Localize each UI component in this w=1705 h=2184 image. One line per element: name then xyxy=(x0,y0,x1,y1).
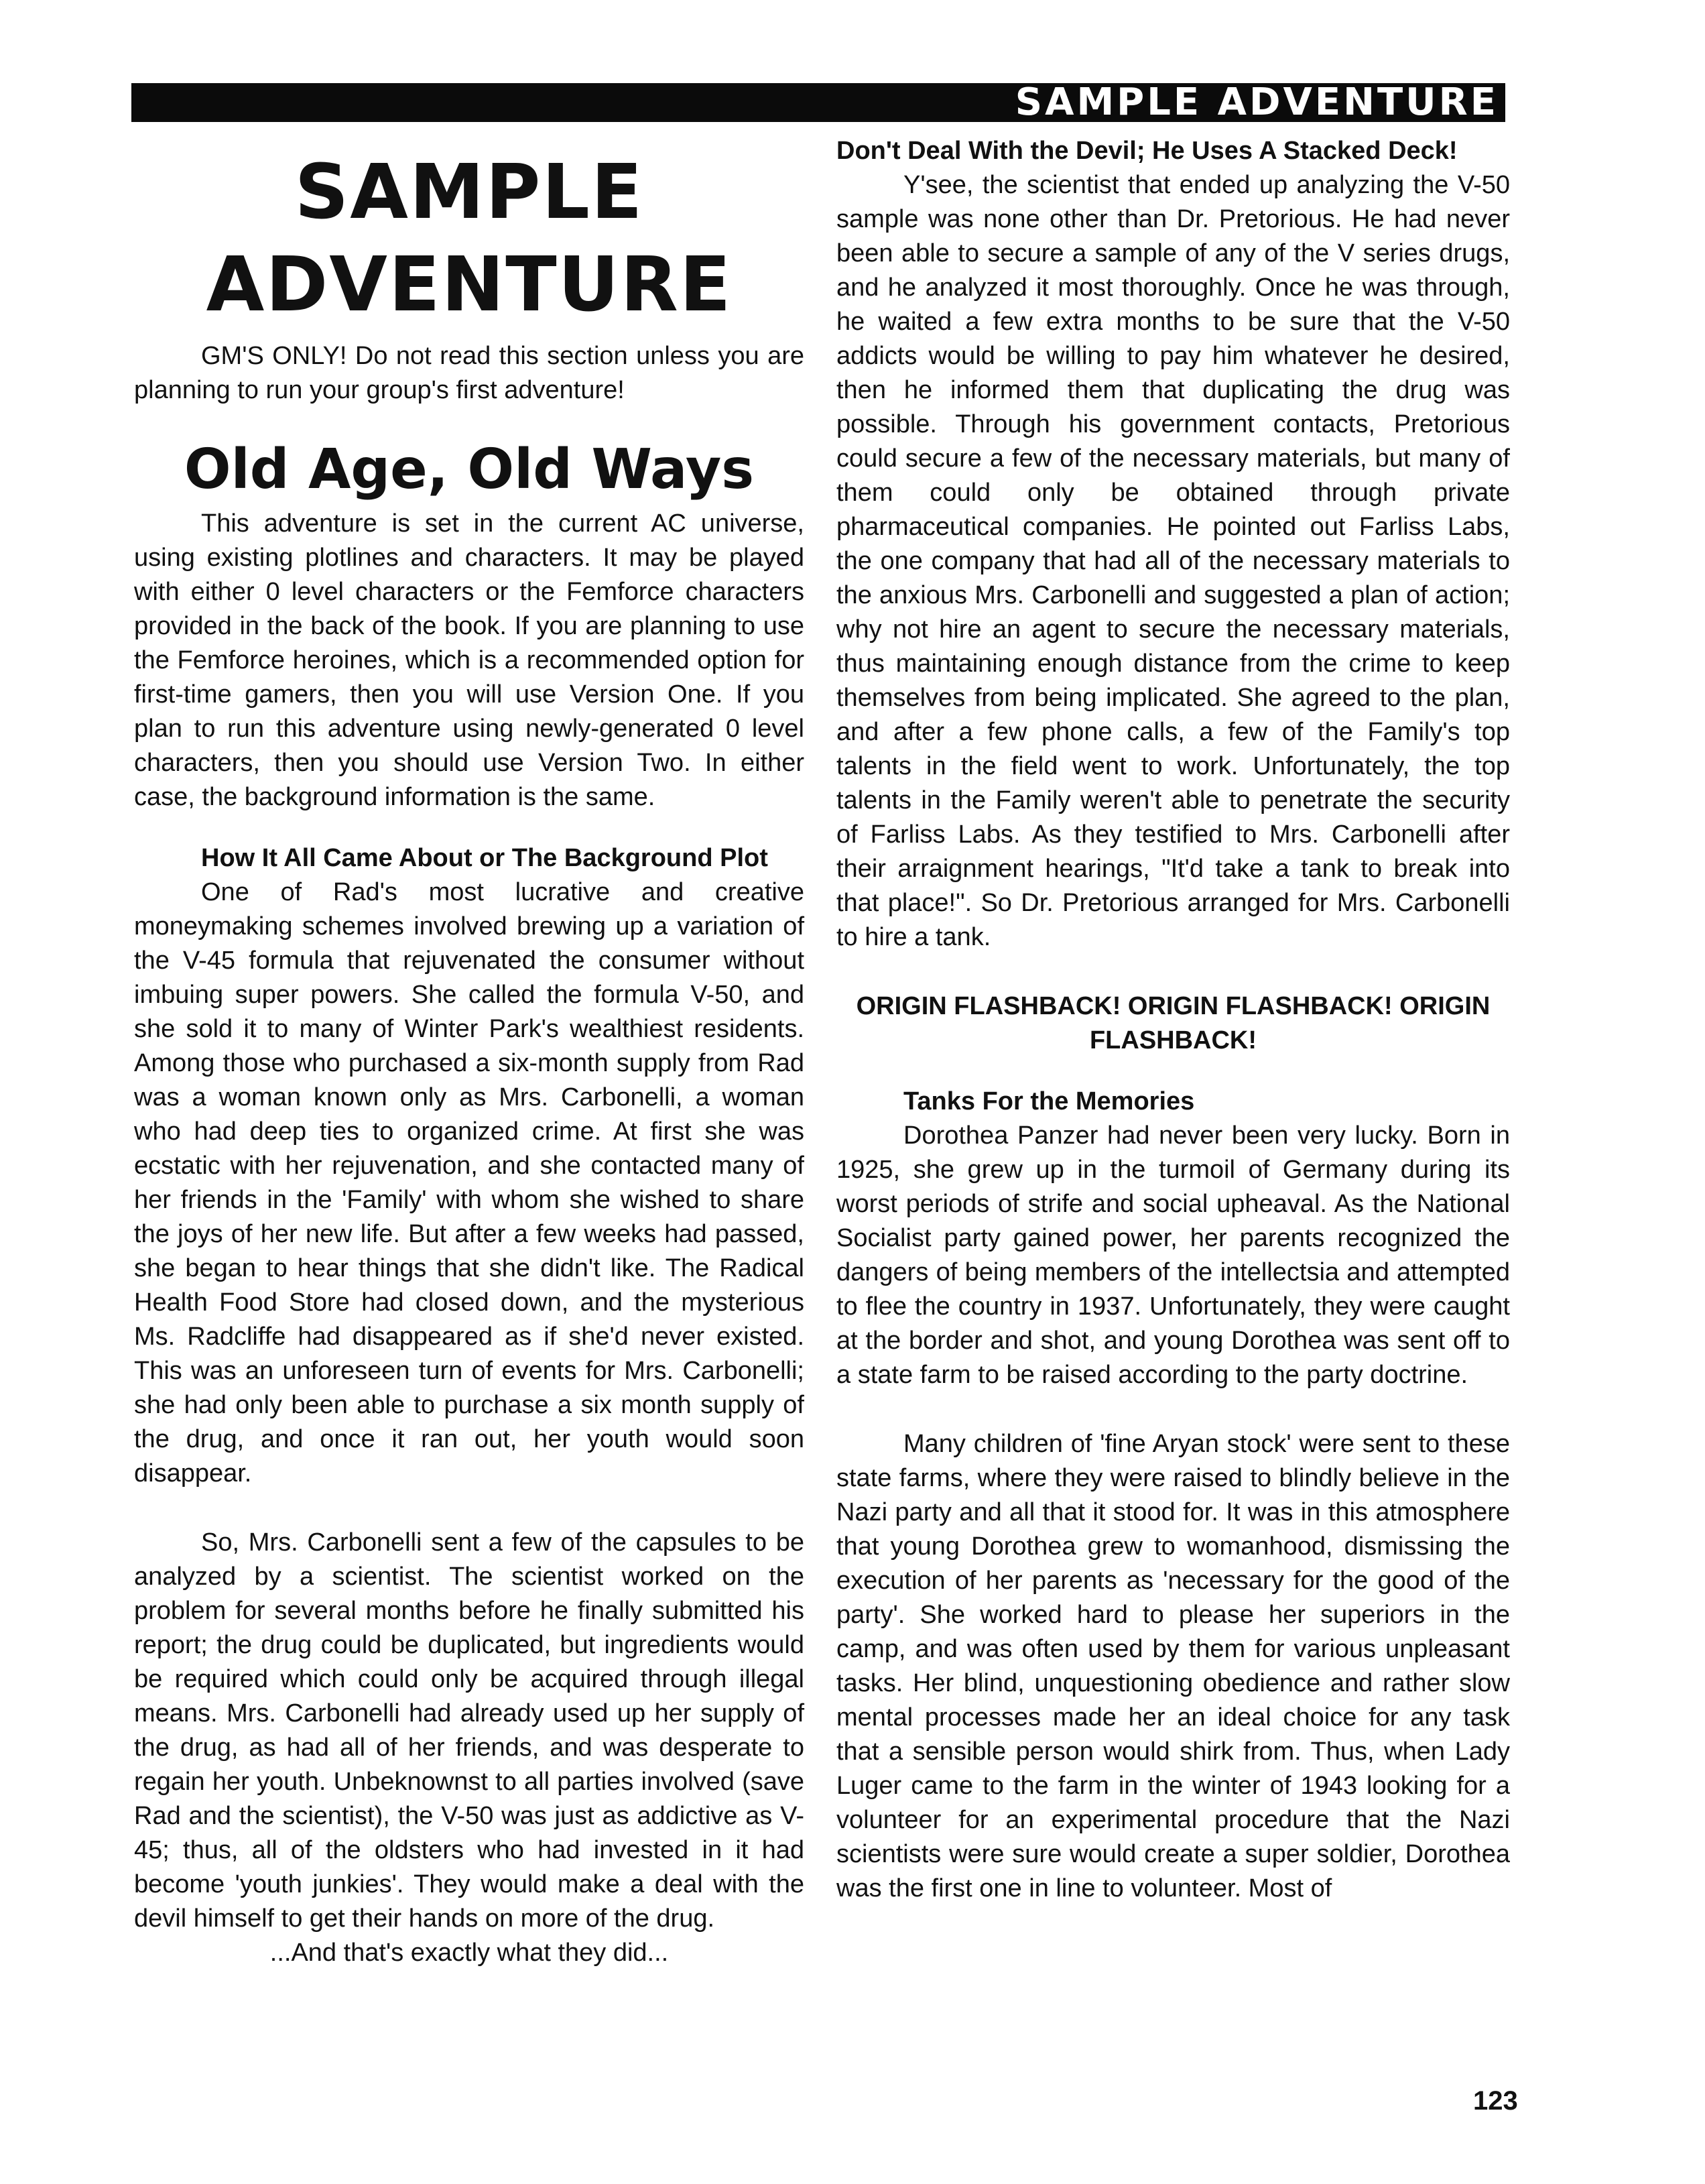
tanks-heading: Tanks For the Memories xyxy=(903,1087,1195,1115)
tanks-paragraph-2: Many children of 'fine Aryan stock' were sent to these state farms, where they were raised to blindly believe in the Nazi party and all that it stood for. It was in this atmosphere that young Dorothea grew to womanhood, dismissing the execution of her parents as 'necessary for the good of the party'. She worked hard to please her superiors in the camp, and was often used by them for various unpleasant tasks. Her blind, unquestioning obedience and rather slow mental processes made her an ideal choice for any task that a sensible person would shirk from. Thus, when Lady Luger came to the farm in the winter of 1943 looking for a volunteer for an experimental procedure that the Nazi scientists were sure would create a super soldier, Dorothea was the first one in line to volunteer. Most of xyxy=(836,1430,1510,1902)
gm-warning: GM'S ONLY! Do not read this section unless you are planning to run your group's first adventure! xyxy=(134,342,804,404)
spacer xyxy=(836,1392,1510,1427)
devil-heading: Don't Deal With the Devil; He Uses A Stacked Deck! xyxy=(836,137,1458,165)
page-title: SAMPLE ADVENTURE xyxy=(206,149,733,328)
tanks-paragraph-1: Dorothea Panzer had never been very lucky. Born in 1925, she grew up in the turmoil of Germany during its worst periods of strife and social upheaval. As the National Socialist party gained power, her parents recognized the dangers of being members of the intellectsia and attempted to flee the country in 1937. Unfortunately, they were caught at the border and shot, and young Dorothea was sent off to a state farm to be raised according to the party doctrine. xyxy=(836,1121,1510,1389)
adventure-title: Old Age, Old Ways xyxy=(184,438,755,501)
background-ending: ...And that's exactly what they did... xyxy=(269,1939,669,1967)
background-paragraph-2: So, Mrs. Carbonelli sent a few of the capsules to be analyzed by a scientist. The scientist worked on the problem for several months before he finally submitted his report; the drug could be duplicated, but ingredients would be required which could only be acquired through illegal means. Mrs. Carbonelli had already used up her supply of the drug, as had all of her friends, and was desperate to regain her youth. Unbeknownst to all parties involved (save Rad and the scientist), the V-50 was just as addictive as V-45; thus, all of the oldsters who had invested in it had become 'youth junkies'. They would make a deal with the devil himself to get their hands on more of the drug. xyxy=(134,1528,804,1933)
left-column xyxy=(134,134,804,1970)
origin-flashback-heading: ORIGIN FLASHBACK! ORIGIN FLASHBACK! ORIGIN FLASHBACK! xyxy=(856,992,1491,1054)
background-paragraph-1: One of Rad's most lucrative and creative moneymaking schemes involved brewing up a variation of the V-45 formula that rejuvenated the consumer without imbuing super powers. She called the formula V-50, and she sold it to many of Winter Park's wealthiest residents. Among those who purchased a six-month supply from Rad was a woman known only as Mrs. Carbonelli, a woman who had deep ties to organized crime. At first she was ecstatic with her rejuvenation, and she contacted many of her friends in the 'Family' with whom she wished to share the joys of her new life. But after a few weeks had passed, she began to hear things that she didn't like. The Radical Health Food Store had closed down, and the mysterious Ms. Radcliffe had disappeared as if she'd never existed. This was an unforeseen turn of events for Mrs. Carbonelli; she had only been able to purchase a six month supply of the drug, and once it ran out, her youth would soon disappear. xyxy=(134,878,804,1488)
right-column xyxy=(836,134,1510,1906)
background-heading: How It All Came About or The Background Plot xyxy=(201,844,768,872)
section-header-label: SAMPLE ADVENTURE xyxy=(1015,80,1499,124)
intro-paragraph: This adventure is set in the current AC universe, using existing plotlines and characters. It may be played with either 0 level characters or the Femforce characters provided in the back of the book. If you are planning to use the Femforce heroines, which is a recommended option for first-time gamers, then you will use Version One. If you plan to run this adventure using newly-generated 0 level characters, then you should use Version Two. In either case, the background information is the same. xyxy=(134,509,804,811)
spacer xyxy=(134,1491,804,1526)
page-number: 123 xyxy=(1473,2086,1518,2116)
devil-paragraph: Y'see, the scientist that ended up analyzing the V-50 sample was none other than Dr. Pretorious. He had never been able to secure a sample of any of the V series drugs, and he analyzed it most thoroughly. Once he was through, he waited a few extra months to be sure that the V-50 addicts would be willing to pay him whatever he desired, then he informed them that duplicating the drug was possible. Through his government contacts, Pretorious could secure a few of the necessary materials, but many of them could only be obtained through private pharmaceutical companies. He pointed out Farliss Labs, the one company that had all of the necessary materials to the anxious Mrs. Carbonelli and suggested a plan of action; why not hire an agent to secure the necessary materials, thus maintaining enough distance from the crime to keep themselves from being implicated. She agreed to the plan, and after a few phone calls, a few of the Family's top talents in the field went to work. Unfortunately, the top talents in the Family weren't able to penetrate the security of Farliss Labs. As they testified to Mrs. Carbonelli after their arraignment hearings, "It'd take a tank to break into that place!". So Dr. Pretorious arranged for Mrs. Carbonelli to hire a tank. xyxy=(836,171,1510,951)
section-header-bar xyxy=(131,80,1505,124)
